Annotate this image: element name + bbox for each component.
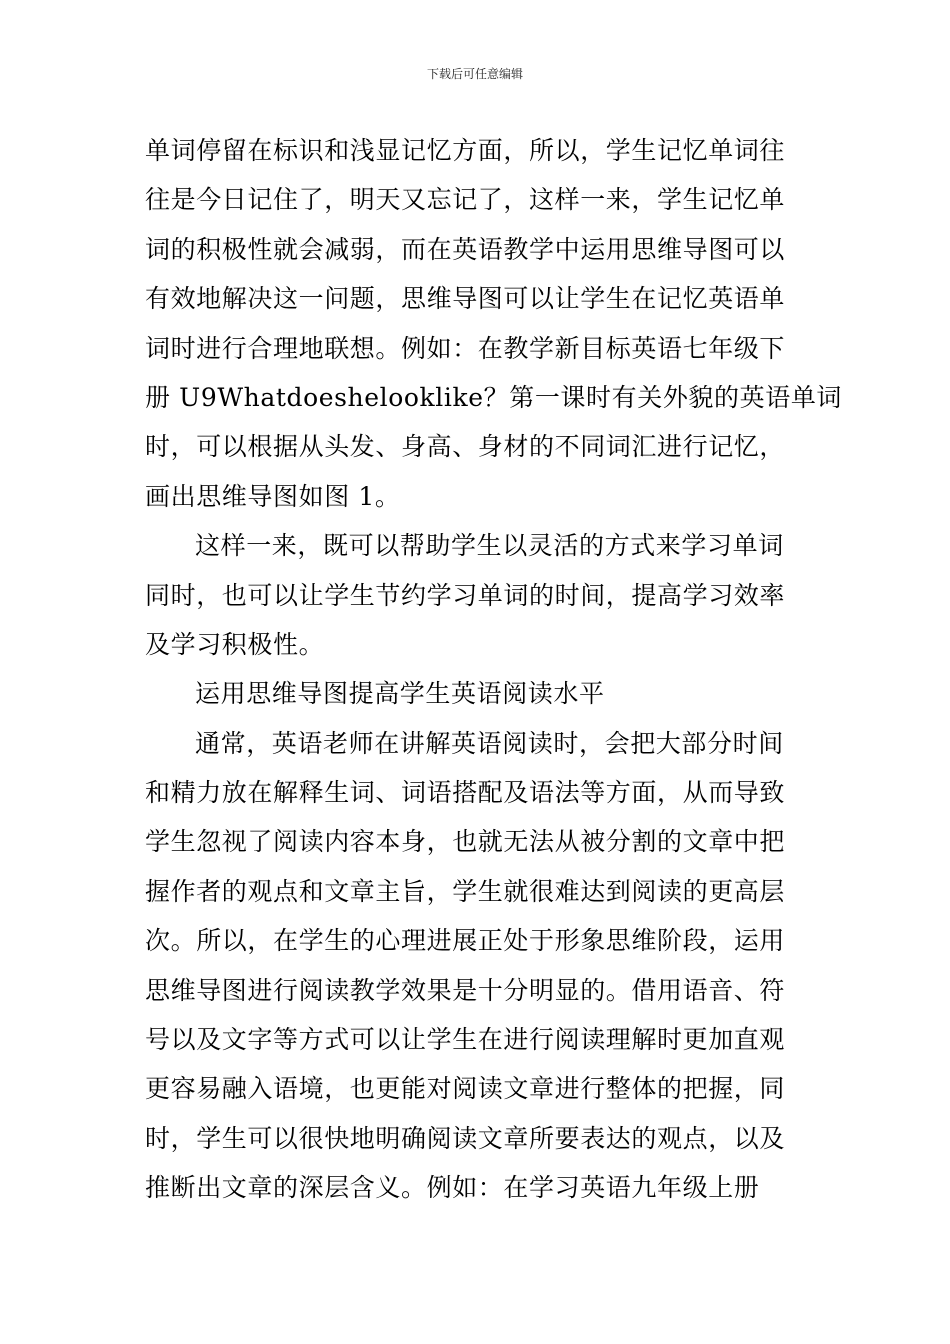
text-line: 时，可以根据从头发、身高、身材的不同词汇进行记忆，	[145, 432, 786, 462]
text-line: 册 U9Whatdoeshelooklike？第一课时有关外貌的英语单词	[145, 382, 843, 412]
page-header: 下载后可任意编辑	[426, 67, 523, 81]
text-line: 单词停留在标识和浅显记忆方面，所以，学生记忆单词往	[145, 136, 786, 165]
text-line: 时，学生可以很快地明确阅读文章所要表达的观点，以及	[145, 1123, 786, 1153]
text-line: 更容易融入语境，也更能对阅读文章进行整体的把握，同	[145, 1074, 786, 1104]
text-line: 号以及文字等方式可以让学生在进行阅读理解时更加直观	[145, 1025, 786, 1055]
paragraph-start-line: 通常，英语老师在讲解英语阅读时，会把大部分时间	[195, 728, 784, 758]
paragraph-start-line: 这样一来，既可以帮助学生以灵活的方式来学习单词	[195, 531, 784, 561]
text-line: 学生忽视了阅读内容本身，也就无法从被分割的文章中把	[145, 827, 786, 857]
text-line: 及学习积极性。	[145, 629, 325, 659]
text-line: 推断出文章的深层含义。例如：在学习英语九年级上册	[145, 1173, 760, 1203]
text-line: 词的积极性就会减弱，而在英语教学中运用思维导图可以	[145, 234, 786, 264]
text-line: 有效地解决这一问题，思维导图可以让学生在记忆英语单	[145, 284, 786, 314]
text-line: 画出思维导图如图 1。	[145, 481, 401, 511]
section-heading: 运用思维导图提高学生英语阅读水平	[195, 679, 605, 709]
text-line: 次。所以，在学生的心理进展正处于形象思维阶段，运用	[145, 926, 786, 956]
text-line: 往是今日记住了，明天又忘记了，这样一来，学生记忆单	[145, 185, 786, 215]
text-line: 词时进行合理地联想。例如：在教学新目标英语七年级下	[145, 333, 786, 363]
text-line: 握作者的观点和文章主旨，学生就很难达到阅读的更高层	[145, 876, 786, 906]
body-text	[145, 126, 843, 1213]
text-line: 思维导图进行阅读教学效果是十分明显的。借用语音、符	[145, 975, 786, 1005]
text-line: 和精力放在解释生词、词语搭配及语法等方面，从而导致	[145, 778, 786, 808]
text-line: 同时，也可以让学生节约学习单词的时间，提高学习效率	[145, 580, 786, 610]
